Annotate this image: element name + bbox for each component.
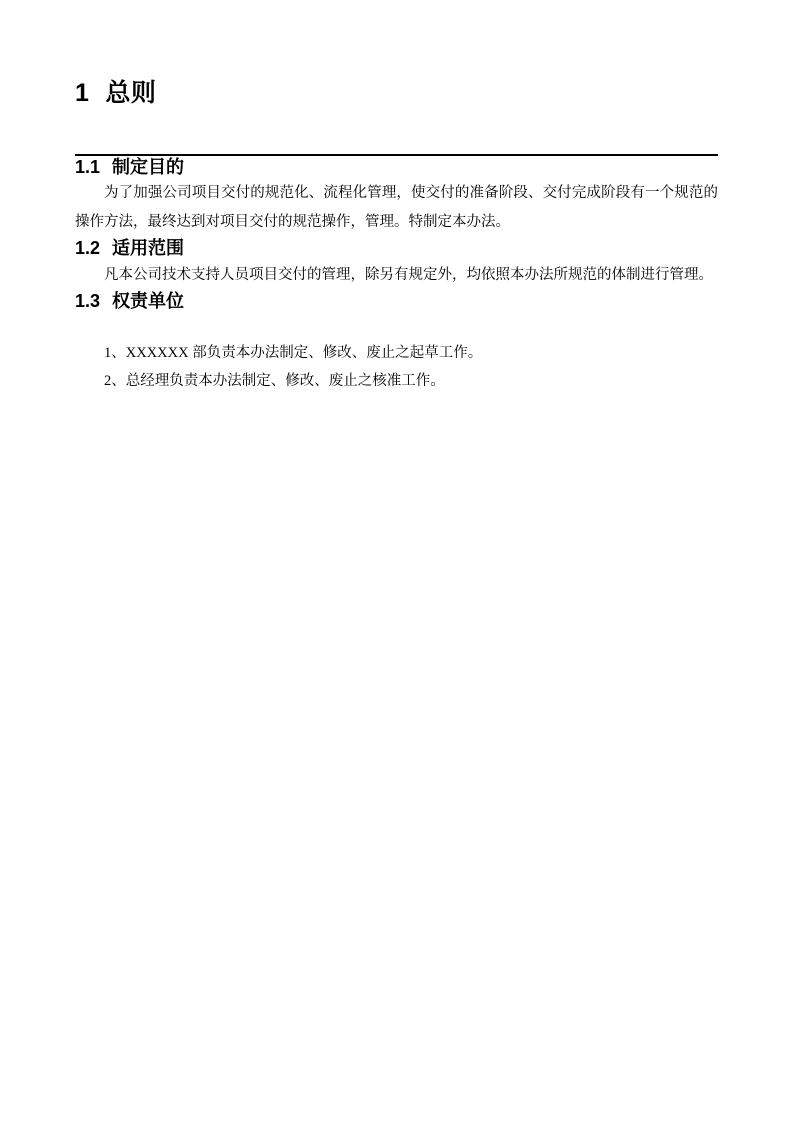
section-heading-1-3 (75, 290, 718, 313)
chapter-heading (75, 78, 718, 108)
section-title-text-1-3: 权责单位 (112, 290, 185, 311)
responsibility-list (75, 339, 718, 396)
chapter-title-text: 总则 (105, 79, 157, 107)
section-heading-1-2 (75, 237, 718, 260)
paragraph-1-2-1: 凡本公司技术支持人员项目交付的管理，除另有规定外，均依照本办法所规范的体制进行管理。 (104, 266, 713, 283)
chapter-number: 1 (75, 79, 90, 107)
document-body (75, 60, 718, 396)
section-number-1-3: 1.3 (75, 290, 101, 311)
section-title-text-1-1: 制定目的 (112, 157, 185, 177)
list-item: 2、总经理负责本办法制定、修改、废止之核准工作。 (104, 373, 445, 390)
paragraph-1-1-1: 为了加强公司项目交付的规范化、流程化管理，使交付的准备阶段、交付完成阶段有一个规范的操作方法，最终达到对项目交付的规范操作，管理。特制定本办法。 (75, 185, 718, 231)
section-title-text-1-2: 适用范围 (112, 238, 185, 259)
section-number-1-1: 1.1 (75, 157, 101, 177)
section-heading-1-1 (75, 156, 718, 179)
list-item: 1、XXXXXX 部负责本办法制定、修改、废止之起草工作。 (104, 345, 483, 362)
section-number-1-2: 1.2 (75, 238, 101, 259)
